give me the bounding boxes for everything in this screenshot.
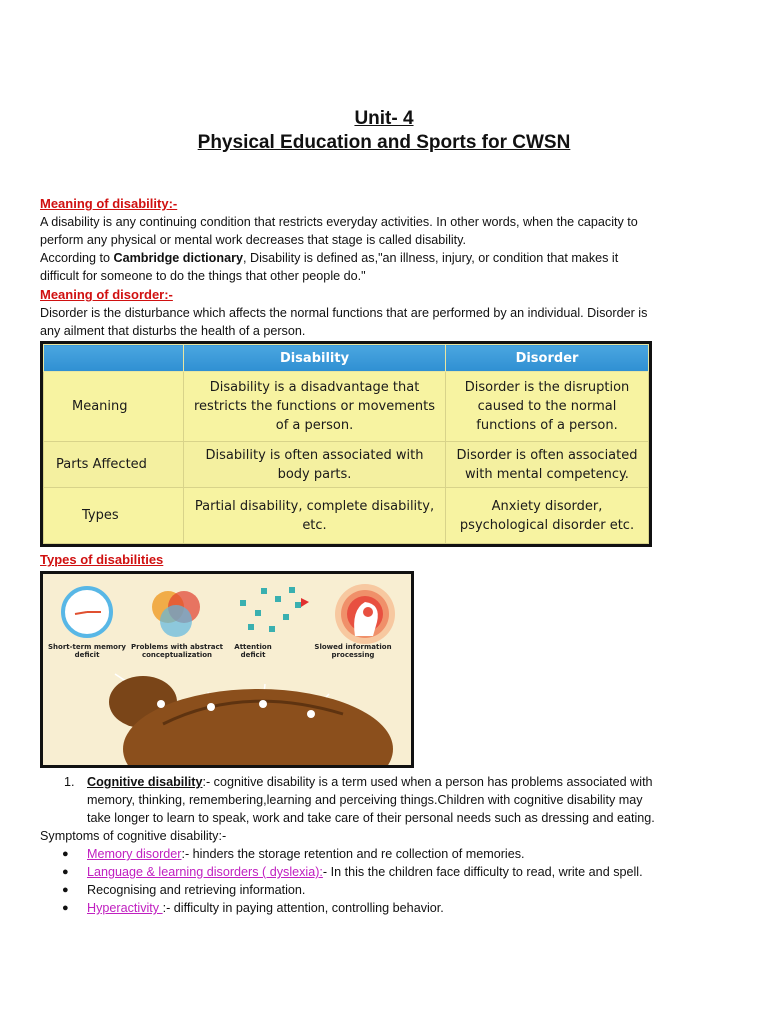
disability-line-1: A disability is any continuing condition that restricts everyday activities. In other words, when the capacity to (40, 215, 638, 229)
disorder-line-2: any ailment that disturbs the health of a person. (40, 324, 306, 338)
text-span: :- cognitive disability is a term used when a person has problems associated with (202, 775, 653, 789)
disability-paragraph (40, 213, 730, 285)
disorder-line-1: Disorder is the disturbance which affects the normal functions that are performed by an individual. Disorder is (40, 306, 648, 320)
cognitive-line-3: take longer to learn to speak, work and take care of their personal needs such as dressing and eating. (87, 811, 655, 825)
disability-line-3 (40, 249, 730, 267)
caption-attention-deficit: Attention deficit (234, 643, 272, 659)
unit-title: Unit- 4 (354, 108, 414, 129)
list-item (87, 899, 737, 917)
bullet: ● (62, 902, 69, 914)
comparison-table-image (40, 341, 652, 547)
hair-illustration (109, 676, 393, 765)
row-label: Types (44, 488, 184, 544)
clock-icon (63, 588, 111, 636)
hyperactivity-link[interactable]: Hyperactivity (87, 901, 163, 915)
list-item (87, 845, 737, 863)
disability-line-2: perform any physical or mental work decreases that stage is called disability. (40, 233, 467, 247)
disability-vs-disorder-table (43, 344, 649, 544)
venn-diagram-icon (152, 591, 200, 637)
disorder-paragraph (40, 304, 730, 340)
types-of-disabilities-illustration (40, 571, 414, 768)
disorder-cell: Anxiety disorder, psychological disorder etc. (446, 488, 649, 544)
cognitive-line-1 (87, 773, 737, 791)
meaning-of-disorder-heading: Meaning of disorder:- (40, 287, 173, 302)
row-label: Parts Affected (44, 442, 184, 488)
cognitive-line-2: memory, thinking, remembering,learning and perceiving things.Children with cognitive disability may (87, 793, 643, 807)
document-title: Physical Education and Sports for CWSN (197, 132, 571, 153)
disorder-cell: Disorder is the disruption caused to the normal functions of a person. (446, 372, 649, 442)
bullet: ● (62, 884, 69, 896)
disability-cell: Partial disability, complete disability, etc. (184, 488, 446, 544)
disorder-cell: Disorder is often associated with mental competency. (446, 442, 649, 488)
caption-short-term-memory: Short-term memory deficit (48, 643, 126, 659)
header-blank (44, 345, 184, 372)
cambridge-dictionary-bold: Cambridge dictionary (113, 251, 243, 265)
types-of-disabilities-heading: Types of disabilities (40, 552, 164, 567)
disability-cell: Disability is often associated with body parts. (184, 442, 446, 488)
meaning-of-disability-heading: Meaning of disability:- (40, 196, 178, 211)
caption-abstract-conceptualization: Problems with abstract conceptualization (131, 643, 223, 659)
language-learning-disorders-link[interactable]: Language & learning disorders ( dyslexia): (87, 865, 323, 879)
table-header-row (44, 345, 649, 372)
table-row (44, 372, 649, 442)
slowed-processing-head-icon (335, 584, 395, 644)
illustration-graphic (43, 574, 411, 765)
text-span: :- difficulty in paying attention, controlling behavior. (162, 901, 444, 915)
header-disorder: Disorder (446, 345, 649, 372)
list-item (87, 863, 737, 881)
text-span: :- hinders the storage retention and re collection of memories. (181, 847, 525, 861)
cognitive-disability-section (40, 773, 740, 913)
list-number: 1. (64, 775, 75, 789)
bullet: ● (62, 848, 69, 860)
symptoms-heading: Symptoms of cognitive disability:- (40, 829, 227, 843)
scattered-squares-icon (240, 587, 309, 632)
caption-slowed-processing: Slowed information processing (314, 643, 392, 659)
cognitive-disability-term: Cognitive disability (87, 775, 203, 789)
disability-line-4: difficult for someone to do the things that other people do." (40, 269, 366, 283)
text-span: According to (40, 251, 114, 265)
header-disability: Disability (184, 345, 446, 372)
table-row (44, 488, 649, 544)
illustration-canvas (43, 574, 411, 765)
disability-cell: Disability is a disadvantage that restricts the functions or movements of a person. (184, 372, 446, 442)
list-item: Recognising and retrieving information. (87, 883, 306, 897)
bullet: ● (62, 866, 69, 878)
row-label: Meaning (44, 372, 184, 442)
text-span: , Disability is defined as,"an illness, injury, or condition that makes it (242, 251, 619, 265)
memory-disorder-link[interactable]: Memory disorder (87, 847, 182, 861)
table-row (44, 442, 649, 488)
text-span: - In this the children face difficulty to read, write and spell. (322, 865, 643, 879)
